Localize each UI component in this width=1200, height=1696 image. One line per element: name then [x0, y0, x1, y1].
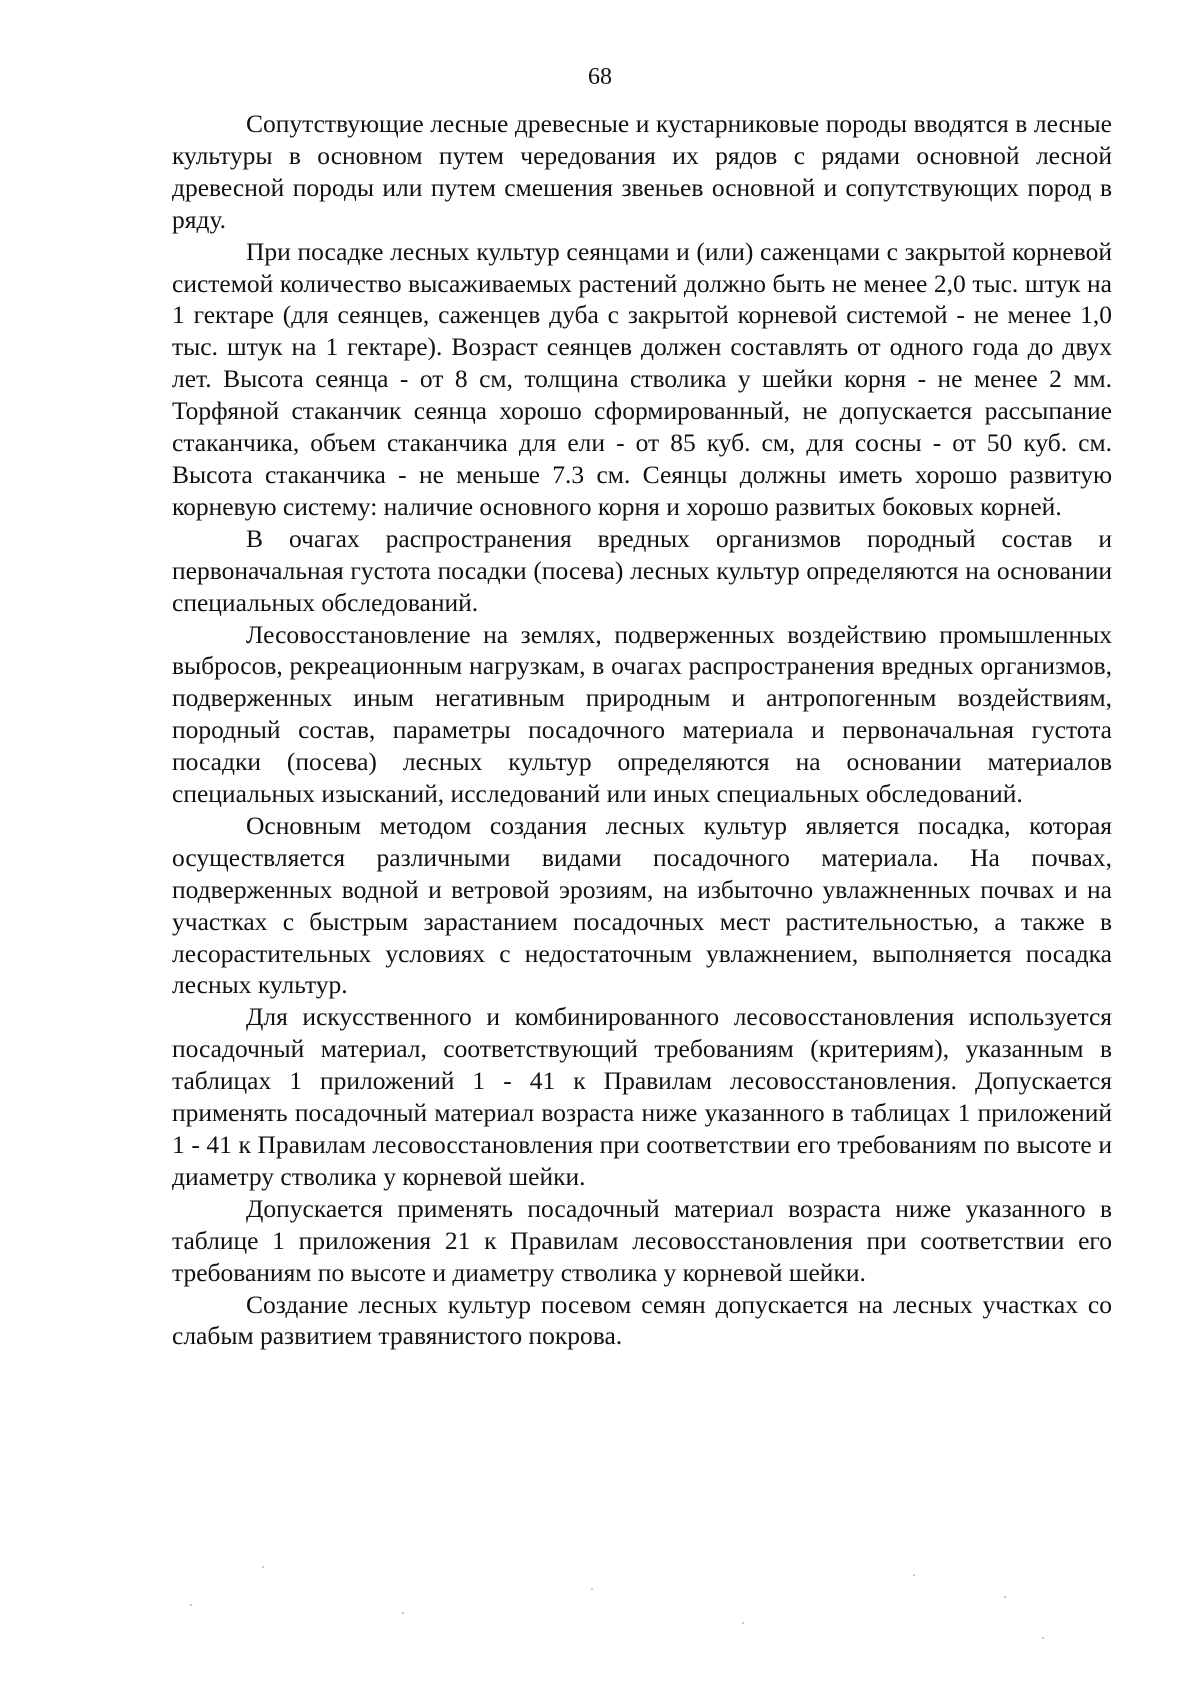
paragraph: Для искусственного и комбинированного лесовосстановления используется посадочный материал, соответствующий требованиям (критериям), указанным в таблицах 1 приложений 1 - 41 к Правилам лесовосстановления. Допускается применять посадочный материал возраста ниже указанного в таблицах 1 приложений 1 - 41 к Правилам лесовосстановления при соответствии его требованиям по высоте и диаметру стволика у корневой шейки. [172, 1002, 1112, 1191]
paragraph: При посадке лесных культур сеянцами и (или) саженцами с закрытой корневой системой количество высаживаемых растений должно быть не менее 2,0 тыс. штук на 1 гектаре (для сеянцев, саженцев дуба с закрытой корневой системой - не менее 1,0 тыс. штук на 1 гектаре). Возраст сеянцев должен составлять от одного года до двух лет. Высота сеянца - от 8 см, толщина стволика у шейки корня - не менее 2 мм. Торфяной стаканчик сеянца хорошо сформированный, не допускается рассыпание стаканчика, объем стаканчика для ели - от 85 куб. см, для сосны - от 50 куб. см. Высота стаканчика - не меньше 7.3 см. Сеянцы должны иметь хорошо развитую корневую систему: наличие основного корня и хорошо развитых боковых корней. [172, 236, 1112, 521]
page-number: 68 [588, 64, 612, 90]
paragraph: В очагах распространения вредных организмов породный состав и первоначальная густота посадки (посева) лесных культур определяются на основании специальных обследований. [172, 523, 1112, 617]
paragraph: Создание лесных культур посевом семян допускается на лесных участках со слабым развитием травянистого покрова. [172, 1289, 1112, 1351]
paragraph: Допускается применять посадочный материал возраста ниже указанного в таблице 1 приложения 21 к Правилам лесовосстановления при соответствии его требованиям по высоте и диаметру стволика у корневой шейки. [172, 1193, 1112, 1287]
paragraph: Основным методом создания лесных культур является посадка, которая осуществляется различными видами посадочного материала. На почвах, подверженных водной и ветровой эрозиям, на избыточно увлажненных почвах и на участках с быстрым зарастанием посадочных мест растительностью, а также в лесорастительных условиях с недостаточным увлажнением, выполняется посадка лесных культур. [172, 810, 1112, 1000]
scan-speck [1042, 1637, 1044, 1639]
scan-speck [402, 1612, 404, 1614]
scan-speck [742, 1622, 744, 1624]
paragraph: Лесовосстановление на землях, подверженных воздействию промышленных выбросов, рекреационным нагрузкам, в очагах распространения вредных организмов, подверженных иным негативным природным и антропогенным воздействиям, породный состав, параметры посадочного материала и первоначальная густота посадки (посева) лесных культур определяются на основании материалов специальных изысканий, исследований или иных специальных обследований. [172, 619, 1112, 809]
scan-speck [1004, 1596, 1006, 1598]
scan-speck [913, 1574, 915, 1576]
document-body [172, 108, 1112, 1352]
scan-speck [190, 1604, 192, 1606]
paragraph: Сопутствующие лесные древесные и кустарниковые породы вводятся в лесные культуры в основном путем чередования их рядов с рядами основной лесной древесной породы или путем смешения звеньев основной и сопутствующих пород в ряду. [172, 109, 1112, 234]
scan-speck [591, 1588, 593, 1590]
scan-speck [262, 1566, 264, 1568]
